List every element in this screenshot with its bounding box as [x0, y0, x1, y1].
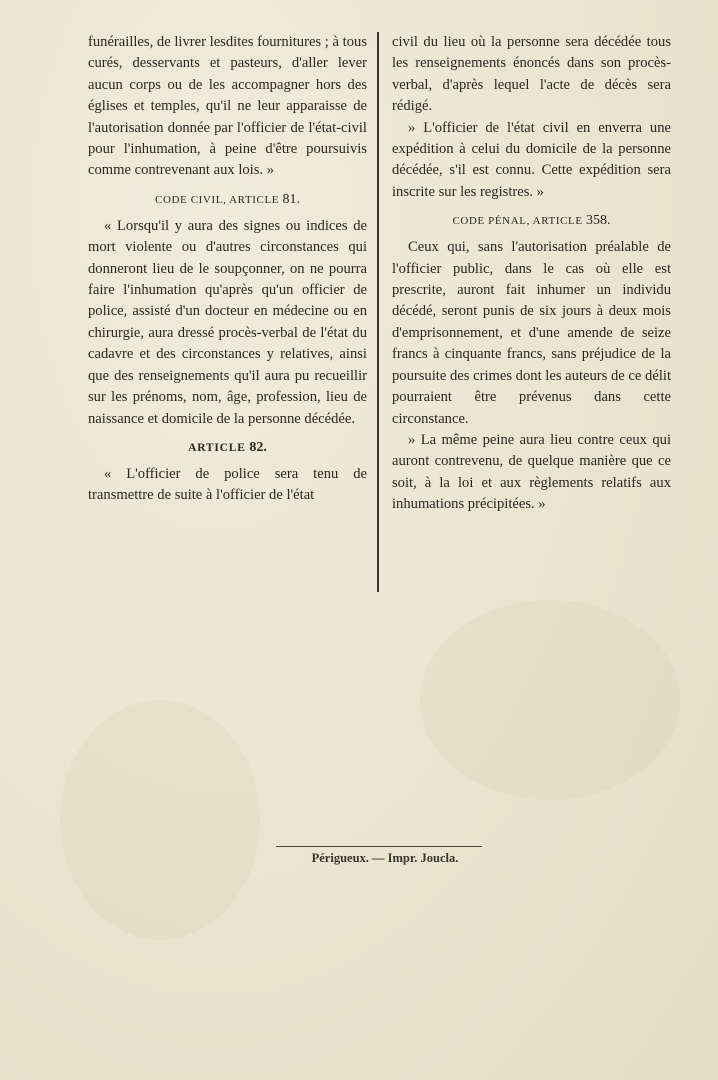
paper-stain: [60, 700, 260, 940]
heading-number: 82.: [249, 439, 267, 455]
column-divider: [377, 32, 379, 592]
heading-code-penal-358: [392, 213, 671, 229]
heading-label: CODE CIVIL, ARTICLE: [155, 193, 280, 206]
heading-label: ARTICLE: [188, 441, 246, 454]
heading-number: 358.: [586, 213, 611, 229]
right-column: [392, 32, 671, 516]
printer-imprint: Périgueux. — Impr. Joucla.: [311, 851, 459, 865]
article-358-text: Ceux qui, sans l'autorisation préalable de l'officier public, dans le cas où elle est prescrite, auront fait inhumer un individu décédé, seront punis de six jours à deux mois d'emprisonnement, et d'une amende de seize francs à cinquante francs, sans préjudice de la poursuite des crimes dont les auteurs de ce délit pourraient être prévenus dans cette circonstance.: [392, 239, 671, 427]
article-358-second-paragraph: » La même peine aura lieu contre ceux qui auront contrevenu, de quelque manière que ce soit, à la loi et aux règlements relatifs aux inhumations précipitées. »: [392, 431, 671, 513]
heading-number: 81.: [282, 191, 300, 207]
article-82-text: « L'officier de police sera tenu de transmettre de suite à l'officier de l'état: [88, 465, 367, 504]
continued-paragraph: funérailles, de livrer lesdites fournitures ; à tous curés, desservants et pasteurs, d'aller lever aucun corps ou de les accompagner hors des églises et temples, qu'il ne leur apparaisse de l'autorisation donnée par l'officier de l'état-civil pour l'inhumation, à peine d'être poursuivis comme contrevenant aux lois. »: [88, 34, 367, 179]
left-column: [88, 32, 367, 507]
heading-article-82: [88, 440, 367, 456]
article-82-second-paragraph: » L'officier de l'état civil en enverra une expédition à celui du domicile de la personne décédée, s'il est connu. Cette expédition sera inscrite sur les registres. »: [392, 119, 671, 200]
heading-label: CODE PÉNAL, ARTICLE: [452, 215, 583, 228]
footer-rule: [276, 846, 482, 847]
article-82-continued: civil du lieu où la personne sera décédée tous les renseignements énoncés dans son procès-verbal, d'après lequel l'acte de décès sera rédigé.: [392, 34, 671, 115]
heading-code-civil-81: [88, 192, 367, 208]
paper-stain: [420, 600, 680, 800]
article-81-text: « Lorsqu'il y aura des signes ou indices de mort violente ou d'autres circonstances qui donneront lieu de le soupçonner, on ne pourra faire l'inhumation qu'après qu'un officier de police, assisté d'un docteur en médecine ou en chirurgie, aura dressé procès-verbal de l'état du cadavre et des circonstances y relatives, ainsi que des renseignements qu'il aura pu recueillir sur les prénoms, nom, âge, profession, lieu de naissance et domicile de la personne décédée.: [88, 217, 367, 427]
